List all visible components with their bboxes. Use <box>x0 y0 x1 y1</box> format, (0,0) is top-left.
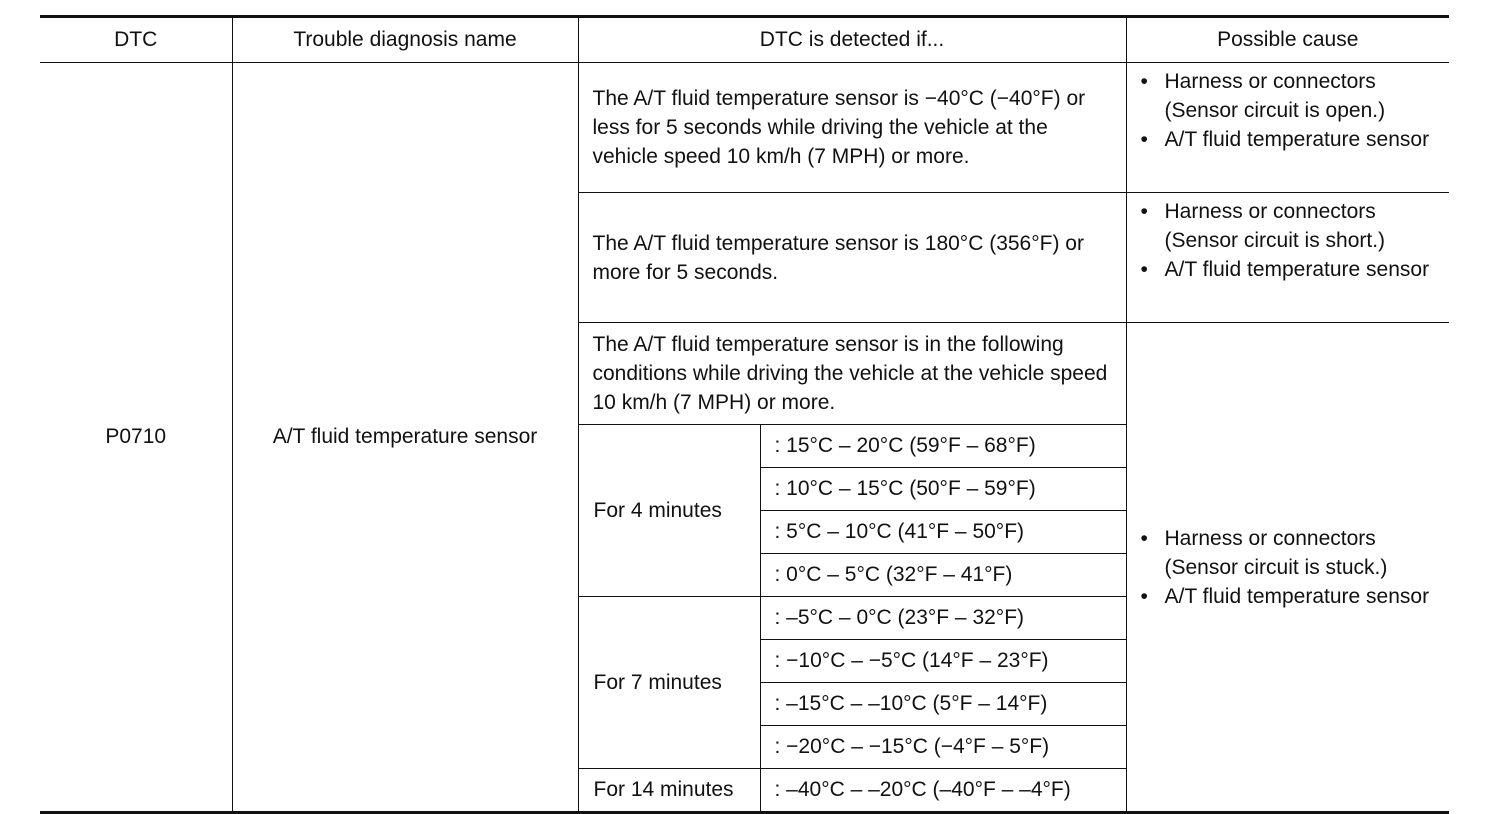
list-item: • Harness or connectors (Sensor circuit is short.) <box>1141 197 1442 255</box>
header-detection-condition: DTC is detected if... <box>578 17 1126 63</box>
temperature-range: : −10°C – −5°C (14°F – 23°F) <box>760 640 1126 683</box>
header-trouble-diagnosis-name: Trouble diagnosis name <box>232 17 578 63</box>
condition-stuck: The A/T fluid temperature sensor is in the following conditions while driving the vehicle at the vehicle speed 10 km/h (7 MPH) or more. <box>578 323 1126 425</box>
cause-stuck <box>1126 323 1449 813</box>
cause-open <box>1126 63 1449 193</box>
diagnosis-name: A/T fluid temperature sensor <box>232 63 578 813</box>
temperature-range: : –15°C – –10°C (5°F – 14°F) <box>760 683 1126 726</box>
temperature-range: : 10°C – 15°C (50°F – 59°F) <box>760 468 1126 511</box>
list-item: • A/T fluid temperature sensor <box>1141 582 1442 611</box>
header-possible-cause: Possible cause <box>1126 17 1449 63</box>
header-dtc: DTC <box>40 17 232 63</box>
dtc-table <box>40 15 1449 814</box>
list-item: • A/T fluid temperature sensor <box>1141 125 1442 154</box>
temperature-range: : 5°C – 10°C (41°F – 50°F) <box>760 511 1126 554</box>
duration-4-minutes: For 4 minutes <box>578 425 760 597</box>
duration-7-minutes: For 7 minutes <box>578 597 760 769</box>
dtc-code: P0710 <box>40 63 232 813</box>
temperature-range: : –40°C – –20°C (–40°F – –4°F) <box>760 769 1126 813</box>
list-item: • Harness or connectors (Sensor circuit is stuck.) <box>1141 524 1442 582</box>
temperature-range: : 0°C – 5°C (32°F – 41°F) <box>760 554 1126 597</box>
condition-short: The A/T fluid temperature sensor is 180°C (356°F) or more for 5 seconds. <box>578 193 1126 323</box>
temperature-range: : 15°C – 20°C (59°F – 68°F) <box>760 425 1126 468</box>
cause-short <box>1126 193 1449 323</box>
duration-14-minutes: For 14 minutes <box>578 769 760 813</box>
table-row <box>40 63 1449 193</box>
list-item: • A/T fluid temperature sensor <box>1141 255 1442 284</box>
temperature-range: : −20°C – −15°C (−4°F – 5°F) <box>760 726 1126 769</box>
list-item: • Harness or connectors (Sensor circuit is open.) <box>1141 67 1442 125</box>
temperature-range: : –5°C – 0°C (23°F – 32°F) <box>760 597 1126 640</box>
condition-open: The A/T fluid temperature sensor is −40°C (−40°F) or less for 5 seconds while driving the vehicle at the vehicle speed 10 km/h (7 MPH) or more. <box>578 63 1126 193</box>
header-row <box>40 17 1449 63</box>
